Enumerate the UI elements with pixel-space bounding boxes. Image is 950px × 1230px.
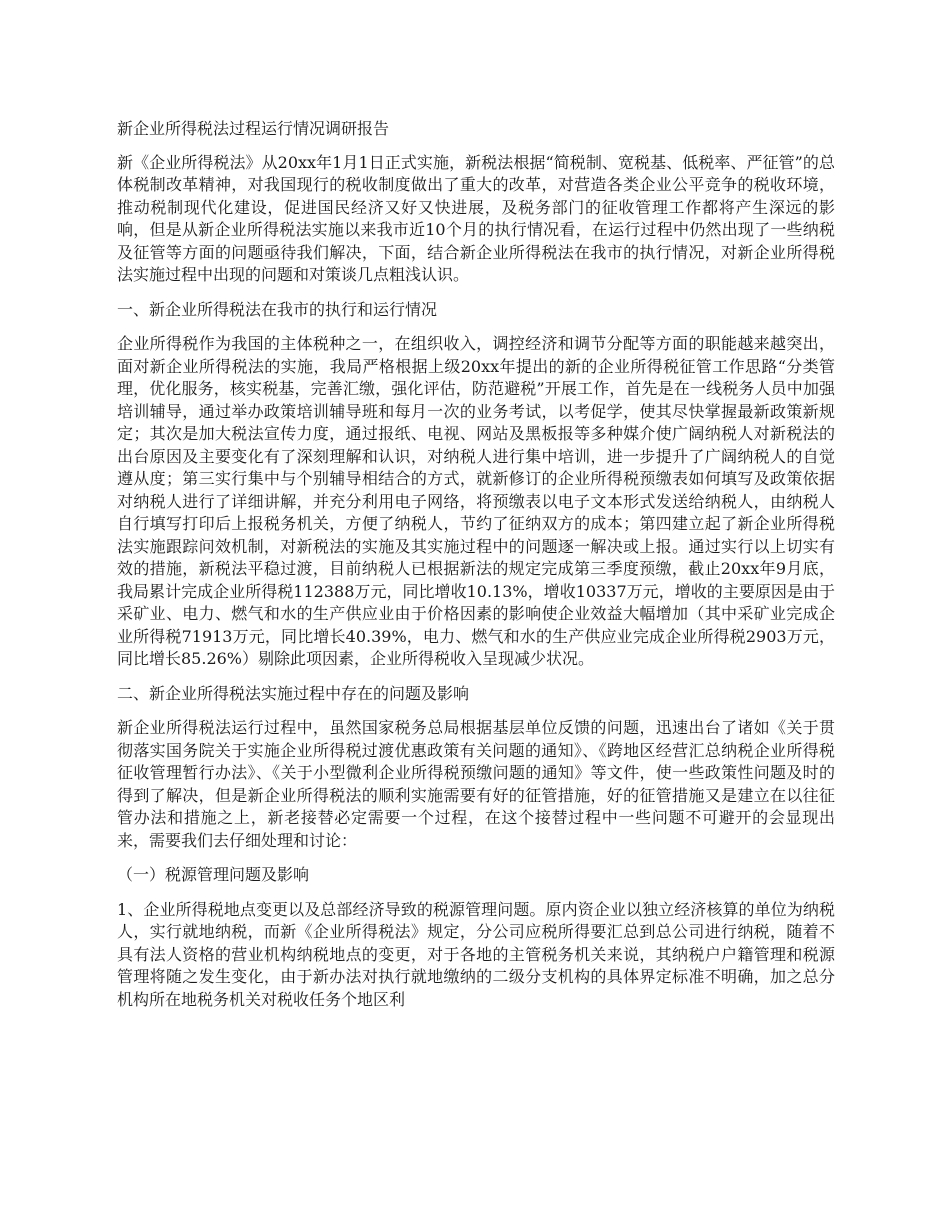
- section-1-paragraph: 企业所得税作为我国的主体税种之一，在组织收入，调控经济和调节分配等方面的职能越来越突出，面对新企业所得税法的实施，我局严格根据上级20xx年提出的新的企业所得税征管工作思路“分类管理，优化服务，核实税基，完善汇缴，强化评估，防范避税”开展工作，首先是在一线税务人员中加强培训辅导，通过举办政策培训辅导班和每月一次的业务考试，以考促学，使其尽快掌握最新政策新规定；其次是加大税法宣传力度，通过报纸、电视、网站及黑板报等多种媒介使广阔纳税人对新税法的出台原因及主要变化有了深刻理解和认识，对纳税人进行集中培训，进一步提升了广阔纳税人的自觉遵从度；第三实行集中与个别辅导相结合的方式，就新修订的企业所得税预缴表如何填写及政策依据对纳税人进行了详细讲解，并充分利用电子网络，将预缴表以电子文本形式发送给纳税人，由纳税人自行填写打印后上报税务机关，方便了纳税人，节约了征纳双方的成本；第四建立起了新企业所得税法实施跟踪问效机制，对新税法的实施及其实施过程中的问题逐一解决或上报。通过实行以上切实有效的措施，新税法平稳过渡，目前纳税人已根据新法的规定完成第三季度预缴，截止20xx年9月底，我局累计完成企业所得税112388万元，同比增收10.13%，增收10337万元，增收的主要原因是由于采矿业、电力、燃气和水的生产供应业由于价格因素的影响使企业效益大幅增加（其中采矿业完成企业所得税71913万元，同比增长40.39%，电力、燃气和水的生产供应业完成企业所得税2903万元，同比增长85.26%）剔除此项因素，企业所得税收入呈现减少状况。: [117, 334, 835, 668]
- intro-paragraph: 新《企业所得税法》从20xx年1月1日正式实施，新税法根据“简税制、宽税基、低税率、严征管”的总体税制改革精神，对我国现行的税收制度做出了重大的改革，对营造各类企业公平竞争的税收环境，推动税制现代化建设，促进国民经济又好又快进展，及税务部门的征收管理工作都将产生深远的影响，但是从新企业所得税法实施以来我市近10个月的执行情况看，在运行过程中仍然出现了一些纳税及征管等方面的问题亟待我们解决，下面，结合新企业所得税法在我市的执行情况，对新企业所得税法实施过程中出现的问题和对策谈几点粗浅认识。: [117, 152, 835, 284]
- section-2-paragraph: 新企业所得税法运行过程中，虽然国家税务总局根据基层单位反馈的问题，迅速出台了诸如《关于贯彻落实国务院关于实施企业所得税过渡优惠政策有关问题的通知》、《跨地区经营汇总纳税企业所得税征收管理暂行办法》、《关于小型微利企业所得税预缴问题的通知》等文件，使一些政策性问题及时的得到了解决，但是新企业所得税法的顺利实施需要有好的征管措施，好的征管措施又是建立在以往征管办法和措施之上，新老接替必定需要一个过程，在这个接替过程中一些问题不可避开的会显现出来，需要我们去仔细处理和讨论：: [117, 718, 835, 850]
- document-page: [117, 118, 835, 1023]
- subsection-1-heading: （一）税源管理问题及影响: [117, 865, 310, 884]
- section-1-heading: 一、新企业所得税法在我市的执行和运行情况: [117, 299, 438, 319]
- document-title: 新企业所得税法过程运行情况调研报告: [117, 119, 390, 138]
- item-1-paragraph: 1、企业所得税地点变更以及总部经济导致的税源管理问题。原内资企业以独立经济核算的单位为纳税人，实行就地纳税，而新《企业所得税法》规定，分公司应税所得要汇总到总公司进行纳税，随着不具有法人资格的营业机构纳税地点的变更，对于各地的主管税务机关来说，其纳税户户籍管理和税源管理将随之发生变化，由于新办法对执行就地缴纳的二级分支机构的具体界定标准不明确，加之总分机构所在地税务机关对税收任务个地区利: [117, 899, 835, 1009]
- section-2-heading: 二、新企业所得税法实施过程中存在的问题及影响: [117, 683, 470, 703]
